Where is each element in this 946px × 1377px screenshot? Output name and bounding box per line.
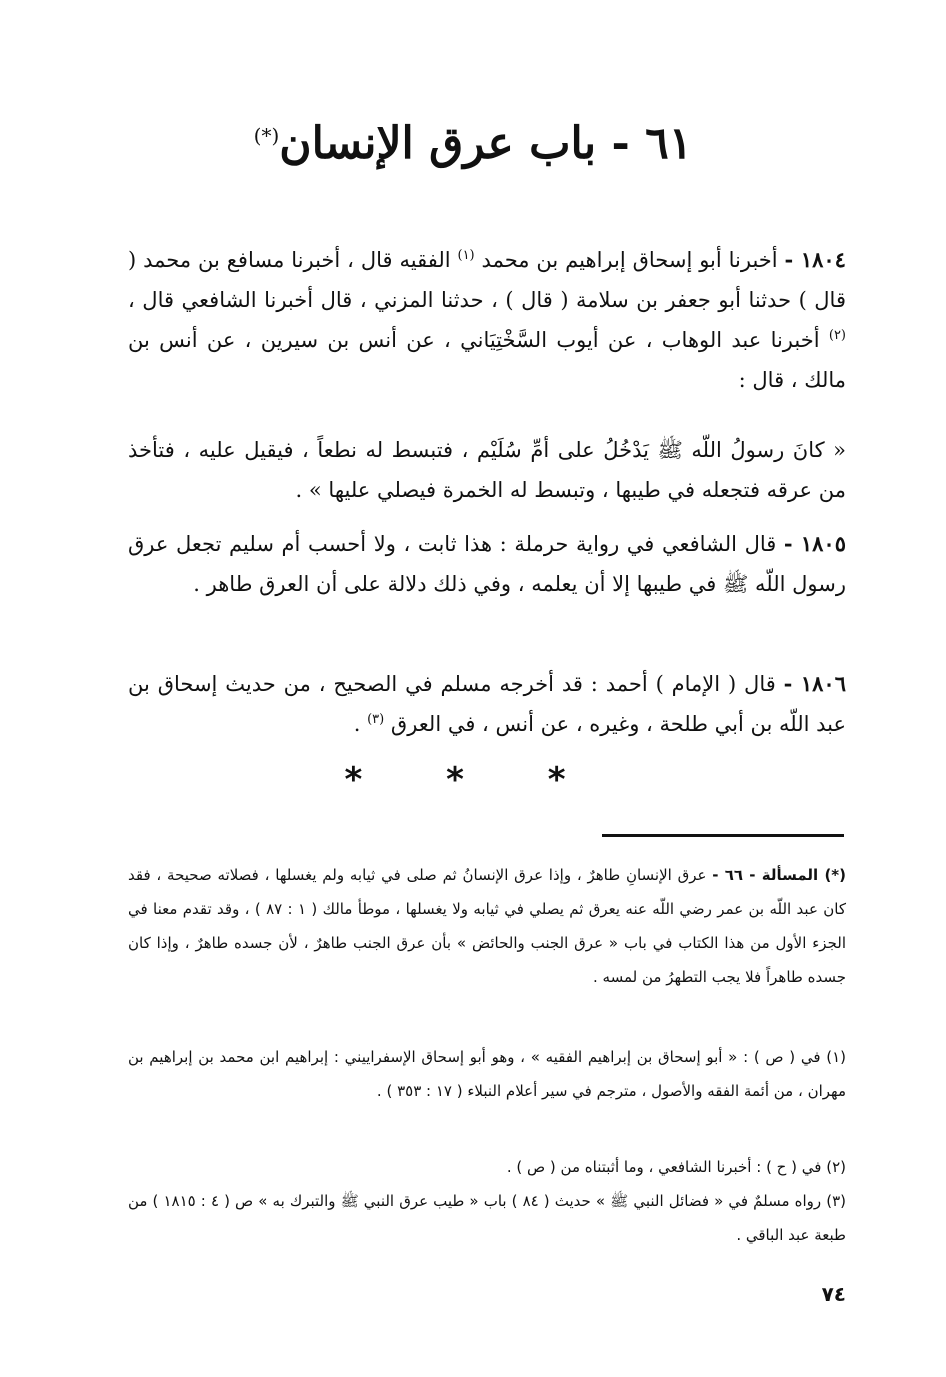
paragraph-number: ١٨٠٤ -	[784, 247, 846, 272]
footnote-text: في ( ص ) : « أبو إسحاق بن إبراهيم الفقيه » ، وهو أبو إسحاق الإسفراييني : إبراهيم ابن محمد بن إبراهيم بن مهران ، من أئمة الفقه والأصول ، مترجم في سير أعلام النبلاء ( ١٧ : ٣٥٣ ) .	[128, 1048, 846, 1100]
footnote-divider	[602, 834, 844, 837]
hadith-1804	[128, 240, 846, 400]
footnote-label: (*) المسألة - ٦٦ -	[712, 866, 846, 884]
footnote-ref-3: (٣)	[367, 712, 385, 727]
text-segment: الفقيه قال ، أخبرنا مسافع بن محمد ( قال ) حدثنا أبو جعفر بن سلامة ( قال ) ، حدثنا المزني ، قال أخبرنا الشافعي قال ،	[128, 248, 846, 312]
paragraph-number: ١٨٠٥ -	[783, 531, 846, 556]
footnote-issue	[128, 858, 846, 994]
quote-text: « كانَ رسولُ اللّه ﷺ يَدْخُلُ على أمِّ سُلَيْم ، فتبسط له نطعاً ، فيقيل عليه ، فتأخذ من عرقه فتجعله في طيبها ، وتبسط له الخمرة فيصلي عليها » .	[128, 438, 846, 502]
text-segment: قال الشافعي في رواية حرملة : هذا ثابت ، ولا أحسب أم سليم تجعل عرق رسول اللّه ﷺ في طيبها إلا أن يعلمه ، وفي ذلك دلالة على أن العرق طاهر .	[128, 532, 846, 596]
footnote-text: رواه مسلمٌ في « فضائل النبي ﷺ » حديث ( ٨٤ ) باب « طيب عرق النبي ﷺ والتبرك به » ص ( ٤ : ١٨١٥ ) من طبعة عبد الباقي .	[128, 1192, 846, 1244]
footnote-ref-2: (٢)	[828, 328, 846, 343]
footnote-label: (١)	[826, 1048, 846, 1066]
paragraph-number: ١٨٠٦ -	[783, 671, 846, 696]
footnote-label: (٣)	[826, 1192, 846, 1210]
text-segment: أخبرنا عبد الوهاب ، عن أيوب السَّخْتِيَاني ، عن أنس بن سيرين ، عن أنس بن مالك ، قال :	[128, 328, 846, 392]
chapter-title-text: ٦١ - باب عرق الإنسان	[279, 118, 693, 169]
text-segment: قال ( الإمام ) أحمد : قد أخرجه مسلم في الصحيح ، من حديث إسحاق بن عبد اللّه بن أبي طلحة ، وغيره ، عن أنس ، في العرق	[128, 672, 846, 736]
section-separator-asterisks: * * *	[344, 760, 602, 800]
paragraph-1806	[128, 664, 846, 744]
chapter-title-note-mark: (*)	[253, 123, 280, 148]
hadith-quote	[128, 430, 846, 510]
footnote-text: عرق الإنسانِ طاهرٌ ، وإذا عرق الإنسانُ ثم صلى في ثيابه ولم يغسلها ، فصلاته صحيحة ، فقد كان عبد اللّه بن عمر رضي اللّه عنه يعرق ثم يصلي في ثيابه ولا يغسلها ، موطأ مالك ( ١ : ٨٧ ) ، وقد تقدم معنا في الجزء الأول من هذا الكتاب في باب « عرق الجنب والحائض » بأن عرق الجنب طاهرٌ ، لأن جسده طاهرٌ ، وإذا كان جسده طاهراً فلا يجب التطهرُ من لمسه .	[128, 866, 846, 986]
chapter-title	[0, 118, 946, 169]
page-number: ٧٤	[821, 1282, 846, 1306]
text-segment: أخبرنا أبو إسحاق إبراهيم بن محمد	[481, 248, 778, 272]
footnote-text: في ( ح ) : أخبرنا الشافعي ، وما أثبتناه من ( ص ) .	[506, 1158, 822, 1176]
footnote-1	[128, 1040, 846, 1108]
footnote-ref-1: (١)	[457, 248, 475, 263]
footnote-label: (٢)	[826, 1158, 846, 1176]
footnote-3	[128, 1184, 846, 1252]
text-segment: .	[353, 712, 361, 736]
footnote-2	[128, 1150, 846, 1184]
paragraph-1805	[128, 524, 846, 604]
